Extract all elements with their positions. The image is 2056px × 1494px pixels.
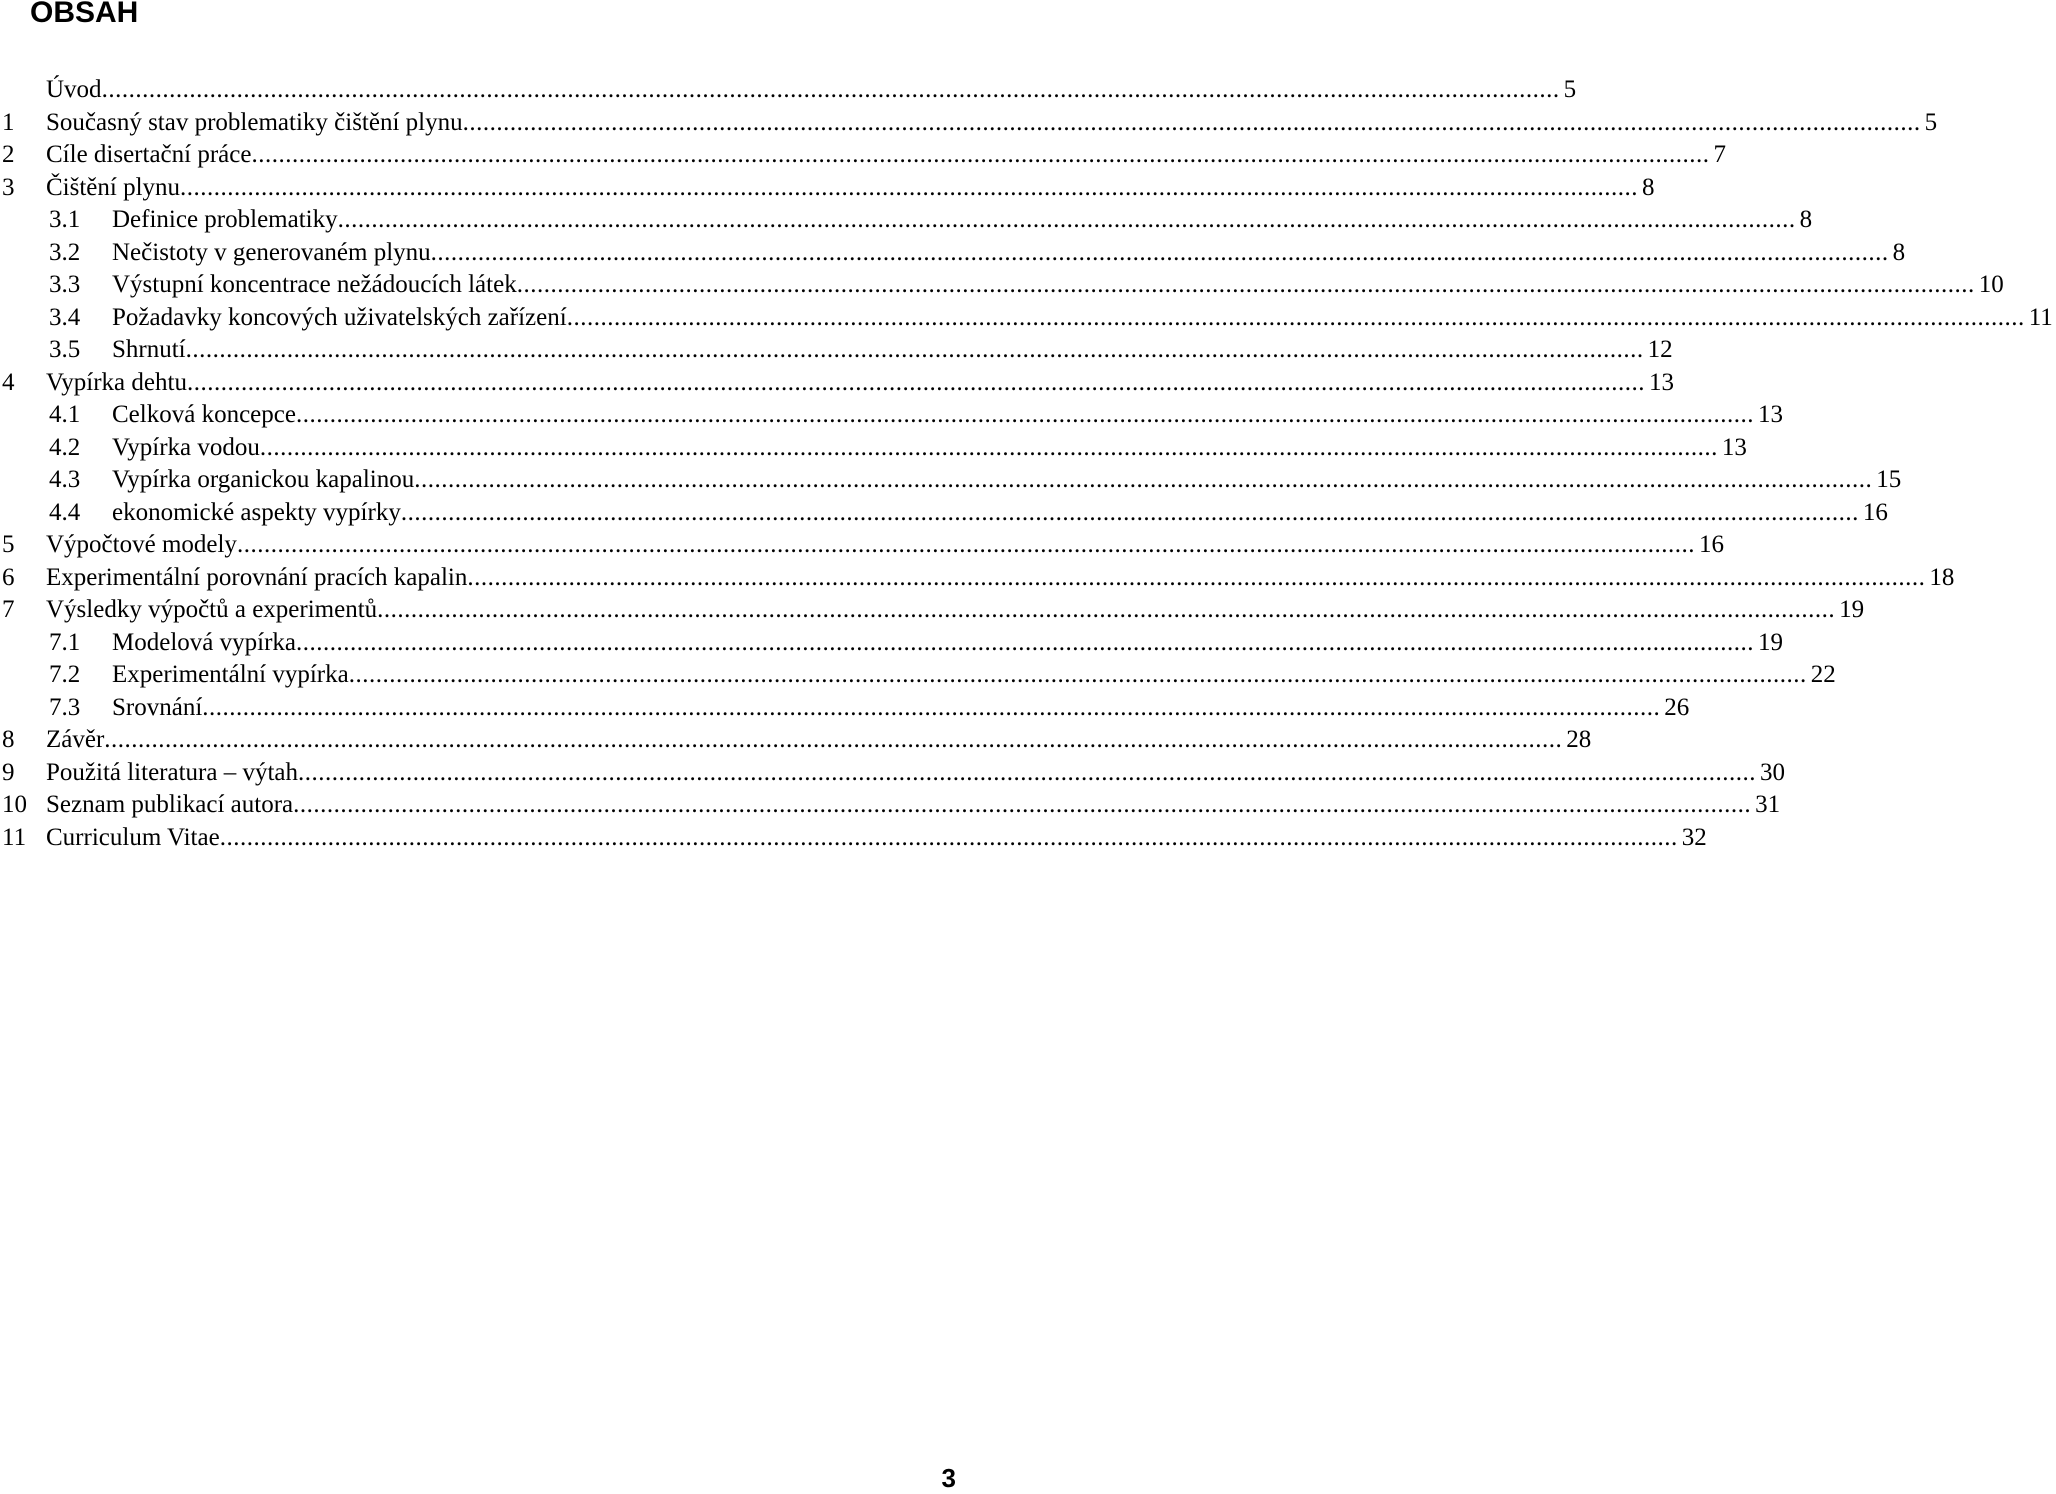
toc-entry-number: 6 bbox=[2, 563, 15, 591]
toc-entry-line bbox=[112, 627, 1783, 660]
toc-entry-page: 10 bbox=[1978, 271, 2004, 298]
page-number: 3 bbox=[941, 1463, 956, 1493]
toc-entry-line bbox=[46, 529, 1724, 562]
dot-leader: ........................................................................................................................................................................................................................ bbox=[293, 791, 1752, 818]
toc-entry-page: 26 bbox=[1664, 693, 1690, 721]
toc-entry-number: 3.5 bbox=[49, 336, 81, 363]
toc-entry-line bbox=[46, 74, 1577, 107]
toc-entry-page: 12 bbox=[1647, 336, 1673, 363]
dot-leader: ........................................................................................................................................................................................................................ bbox=[101, 76, 1560, 103]
toc-entry[interactable] bbox=[0, 334, 1673, 367]
dot-leader: ........................................................................................................................................................................................................................ bbox=[462, 108, 1921, 136]
toc-entry[interactable] bbox=[0, 594, 1865, 627]
toc-entry-page: 18 bbox=[1929, 563, 1955, 591]
dot-leader: ........................................................................................................................................................................................................................ bbox=[430, 238, 1889, 266]
toc-entry-title: Použitá literatura – výtah bbox=[46, 758, 299, 786]
toc-entry-page: 8 bbox=[1642, 173, 1655, 201]
toc-entry-number: 4.1 bbox=[49, 401, 81, 428]
toc-entry-title: ekonomické aspekty vypírky bbox=[112, 498, 401, 526]
toc-entry-line bbox=[46, 562, 1955, 595]
dot-leader: ........................................................................................................................................................................................................................ bbox=[566, 303, 2025, 331]
toc-entry-title: Vypírka vodou bbox=[112, 433, 260, 461]
toc-entry-number: 7.1 bbox=[49, 628, 81, 656]
page-heading: OBSAH bbox=[30, 0, 139, 29]
toc-entry[interactable] bbox=[0, 367, 1674, 400]
toc-entry-title: Výpočtové modely bbox=[46, 531, 237, 558]
toc-entry[interactable] bbox=[0, 302, 2053, 335]
dot-leader: ........................................................................................................................................................................................................................ bbox=[295, 401, 1754, 428]
toc-entry-number: 3.4 bbox=[49, 303, 81, 331]
toc-entry[interactable] bbox=[0, 692, 1690, 725]
toc-entry-title: Experimentální porovnání pracích kapalin bbox=[46, 563, 468, 591]
toc-entry-number: 1 bbox=[2, 108, 15, 136]
toc-entry-line bbox=[46, 757, 1786, 790]
toc-entry-page: 7 bbox=[1713, 141, 1726, 168]
toc-entry-number: 7.3 bbox=[49, 693, 81, 721]
toc-entry[interactable] bbox=[0, 529, 1724, 562]
toc-entry-line bbox=[46, 367, 1674, 400]
toc-entry-page: 13 bbox=[1648, 368, 1674, 396]
toc-entry-title: Nečistoty v generovaném plynu bbox=[112, 238, 431, 266]
toc-entry-line bbox=[112, 497, 1888, 530]
toc-entry-page: 19 bbox=[1839, 596, 1865, 623]
toc-entry-line bbox=[46, 139, 1726, 172]
toc-entry-number: 7.2 bbox=[49, 661, 81, 688]
toc-entry-line bbox=[112, 659, 1836, 692]
dot-leader: ........................................................................................................................................................................................................................ bbox=[180, 173, 1639, 201]
dot-leader: ........................................................................................................................................................................................................................ bbox=[236, 531, 1695, 558]
dot-leader: ........................................................................................................................................................................................................................ bbox=[337, 206, 1796, 233]
toc-entry-title: Modelová vypírka bbox=[112, 628, 296, 656]
toc-entry-line bbox=[112, 399, 1783, 432]
toc-entry-title: Experimentální vypírka bbox=[112, 661, 349, 688]
toc-entry-number: 4.2 bbox=[49, 433, 81, 461]
toc-entry-page: 16 bbox=[1698, 531, 1724, 558]
toc-entry-page: 8 bbox=[1892, 238, 1906, 266]
toc-entry-title: Shrnutí bbox=[112, 336, 186, 363]
toc-entry-page: 11 bbox=[2028, 303, 2053, 331]
dot-leader: ........................................................................................................................................................................................................................ bbox=[377, 596, 1836, 623]
toc-entry-title: Cíle disertační práce bbox=[46, 141, 252, 168]
dot-leader: ........................................................................................................................................................................................................................ bbox=[219, 823, 1678, 851]
toc-entry-title: Výsledky výpočtů a experimentů bbox=[46, 596, 378, 623]
toc-entry-number: 3.2 bbox=[49, 238, 81, 266]
toc-entry-line bbox=[112, 302, 2053, 335]
toc-entry-number: 4.4 bbox=[49, 498, 81, 526]
toc-entry-number: 5 bbox=[2, 531, 15, 558]
toc-entry-line bbox=[112, 692, 1690, 725]
toc-entry-title: Vypírka dehtu bbox=[46, 368, 187, 396]
toc-entry-number: 9 bbox=[2, 758, 15, 786]
toc-entry-title: Závěr bbox=[46, 726, 105, 753]
toc-entry-number: 3.1 bbox=[49, 206, 81, 233]
toc-entry-number: 8 bbox=[2, 726, 15, 753]
dot-leader: ........................................................................................................................................................................................................................ bbox=[104, 726, 1563, 753]
toc-entry-page: 32 bbox=[1681, 823, 1707, 851]
toc-entry-title: Úvod bbox=[46, 76, 102, 103]
toc-entry[interactable] bbox=[0, 269, 2004, 302]
toc-entry[interactable] bbox=[0, 107, 1938, 140]
toc-entry-page: 5 bbox=[1924, 108, 1938, 136]
toc-entry[interactable] bbox=[0, 139, 1726, 172]
toc-entry-line bbox=[46, 789, 1781, 822]
dot-leader: ........................................................................................................................................................................................................................ bbox=[516, 271, 1975, 298]
toc-entry-number: 2 bbox=[2, 141, 15, 168]
toc-entry-number: 3.3 bbox=[49, 271, 81, 298]
toc-entry[interactable] bbox=[0, 172, 1655, 205]
toc-entry[interactable] bbox=[0, 789, 1781, 822]
dot-leader: ........................................................................................................................................................................................................................ bbox=[259, 433, 1718, 461]
toc-entry-page: 15 bbox=[1876, 466, 1902, 493]
toc-entry-line bbox=[46, 822, 1707, 855]
toc-entry-page: 5 bbox=[1563, 76, 1577, 103]
toc-entry[interactable] bbox=[0, 822, 1707, 855]
toc-entry[interactable] bbox=[0, 204, 1813, 237]
toc-entry-number: 4 bbox=[2, 368, 15, 396]
dot-leader: ........................................................................................................................................................................................................................ bbox=[186, 368, 1645, 396]
dot-leader: ........................................................................................................................................................................................................................ bbox=[348, 661, 1807, 688]
toc-entry-page: 16 bbox=[1862, 498, 1888, 526]
toc-entry-line bbox=[112, 334, 1673, 367]
toc-entry-number: 10 bbox=[2, 791, 27, 818]
dot-leader: ........................................................................................................................................................................................................................ bbox=[202, 693, 1661, 721]
toc-entry-title: Srovnání bbox=[112, 693, 203, 721]
dot-leader: ........................................................................................................................................................................................................................ bbox=[467, 563, 1926, 591]
dot-leader: ........................................................................................................................................................................................................................ bbox=[185, 336, 1644, 363]
toc-entry-page: 8 bbox=[1799, 206, 1813, 233]
toc-entry-line bbox=[46, 107, 1938, 140]
toc-entry-page: 31 bbox=[1755, 791, 1781, 818]
toc-entry-line bbox=[112, 269, 2004, 302]
toc-entry-number: 11 bbox=[2, 823, 27, 851]
toc-entry-line bbox=[112, 432, 1747, 465]
toc-entry-page: 28 bbox=[1566, 726, 1592, 753]
dot-leader: ........................................................................................................................................................................................................................ bbox=[400, 498, 1859, 526]
toc-entry[interactable] bbox=[0, 562, 1955, 595]
toc-entry-line bbox=[46, 724, 1592, 757]
toc-entry-title: Curriculum Vitae bbox=[46, 823, 220, 851]
toc-entry-line bbox=[46, 594, 1865, 627]
toc-entry-title: Čištění plynu bbox=[46, 173, 181, 201]
toc-entry-line bbox=[112, 237, 1906, 270]
toc-entry-title: Výstupní koncentrace nežádoucích látek bbox=[112, 271, 517, 298]
toc-entry-page: 22 bbox=[1810, 661, 1836, 688]
toc-entry-title: Seznam publikací autora bbox=[46, 791, 294, 818]
toc-entry-title: Požadavky koncových uživatelských zařízení bbox=[112, 303, 567, 331]
toc-entry-line bbox=[112, 464, 1902, 497]
toc-entry[interactable] bbox=[0, 74, 1577, 107]
toc-entry[interactable] bbox=[0, 399, 1783, 432]
toc-entry-page: 13 bbox=[1721, 433, 1747, 461]
toc-entry[interactable] bbox=[0, 627, 1783, 660]
table-of-contents bbox=[0, 74, 2053, 854]
toc-entry-number: 4.3 bbox=[49, 466, 81, 493]
toc-entry[interactable] bbox=[0, 237, 1906, 270]
dot-leader: ........................................................................................................................................................................................................................ bbox=[298, 758, 1757, 786]
toc-entry[interactable] bbox=[0, 757, 1786, 790]
toc-entry[interactable] bbox=[0, 724, 1592, 757]
toc-entry-title: Vypírka organickou kapalinou bbox=[112, 466, 415, 493]
dot-leader: ........................................................................................................................................................................................................................ bbox=[414, 466, 1873, 493]
dot-leader: ........................................................................................................................................................................................................................ bbox=[295, 628, 1754, 656]
toc-entry[interactable] bbox=[0, 432, 1747, 465]
toc-entry-title: Současný stav problematiky čištění plynu bbox=[46, 108, 463, 136]
toc-entry-page: 30 bbox=[1760, 758, 1786, 786]
toc-entry-number: 7 bbox=[2, 596, 15, 623]
toc-entry-title: Definice problematiky bbox=[112, 206, 338, 233]
toc-entry-line bbox=[112, 204, 1813, 237]
toc-entry[interactable] bbox=[0, 497, 1888, 530]
toc-entry-page: 13 bbox=[1757, 401, 1783, 428]
toc-entry-page: 19 bbox=[1757, 628, 1783, 656]
toc-entry-title: Celková koncepce bbox=[112, 401, 296, 428]
toc-entry[interactable] bbox=[0, 659, 1836, 692]
toc-entry-number: 3 bbox=[2, 173, 15, 201]
toc-entry[interactable] bbox=[0, 464, 1902, 497]
toc-entry-line bbox=[46, 172, 1655, 205]
dot-leader: ........................................................................................................................................................................................................................ bbox=[251, 141, 1710, 168]
